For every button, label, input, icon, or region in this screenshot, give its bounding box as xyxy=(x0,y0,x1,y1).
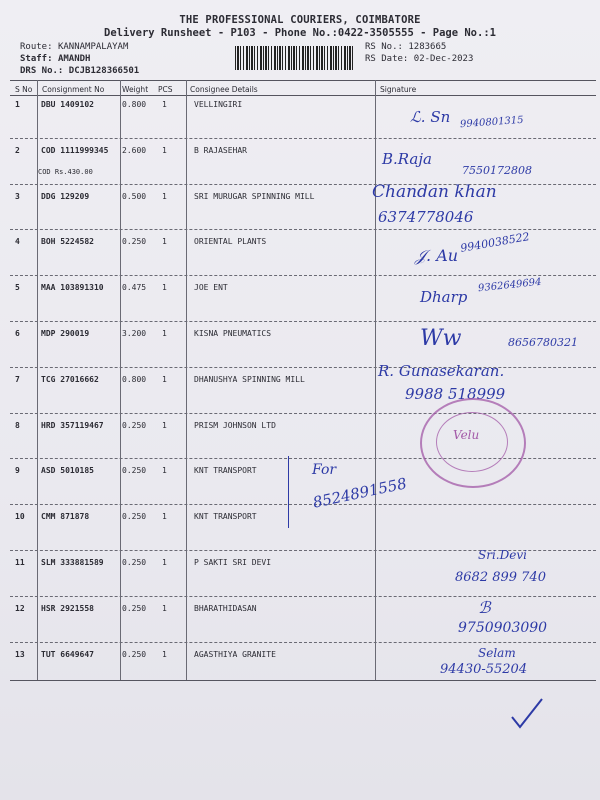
col-header-sno: S No xyxy=(15,85,33,94)
cell-pcs: 1 xyxy=(162,329,167,338)
col-header-consignment: Consignment No xyxy=(42,85,105,94)
cell-pcs: 1 xyxy=(162,145,167,155)
table-header-rule xyxy=(10,95,596,96)
cell-weight: 0.475 xyxy=(122,283,147,293)
row-divider xyxy=(10,138,596,139)
handwritten-phone: 9362649694 xyxy=(477,276,543,295)
cell-pcs: 1 xyxy=(162,283,167,293)
cell-pcs: 1 xyxy=(162,466,167,476)
cell-consignee: BHARATHIDASAN xyxy=(194,603,257,613)
cell-consignment: BOH 5224582 xyxy=(41,237,94,247)
cell-consignee: SRI MURUGAR SPINNING MILL xyxy=(194,191,315,201)
cell-weight: 2.600 xyxy=(122,145,147,155)
cell-weight: 0.500 xyxy=(122,191,147,201)
cell-pcs: 1 xyxy=(162,512,167,522)
handwritten-phone: 7550172808 xyxy=(462,164,532,177)
cell-weight: 3.200 xyxy=(122,329,147,338)
cell-consignment: CMM 871878 xyxy=(41,512,90,522)
col-header-signature: Signature xyxy=(380,85,417,94)
cell-sno: 8 xyxy=(15,420,20,430)
cell-consignment: DBU 1409102 xyxy=(41,100,94,109)
runsheet-subtitle: Delivery Runsheet - P103 - Phone No.:0422-3505555 - Page No.:1 xyxy=(104,27,496,39)
cell-consignment: MAA 103891310 xyxy=(41,283,104,293)
cell-sno: 11 xyxy=(15,558,25,567)
barcode-icon xyxy=(235,46,355,70)
cell-consignee: ORIENTAL PLANTS xyxy=(194,237,267,247)
staff-label: Staff: xyxy=(20,54,53,64)
check-mark-icon xyxy=(508,695,548,735)
cell-weight: 0.250 xyxy=(122,512,147,522)
signature-scribble-icon: Dharp xyxy=(420,288,468,306)
rs-date-line xyxy=(365,54,473,64)
cell-sno: 3 xyxy=(15,191,20,201)
cell-consignment: TUT 6649647 xyxy=(41,649,94,659)
row-divider xyxy=(10,504,596,505)
cell-consignee: JOE ENT xyxy=(194,283,228,293)
cell-consignee: P SAKTI SRI DEVI xyxy=(194,558,272,567)
rs-date-value: 02-Dec-2023 xyxy=(413,54,474,64)
cell-consignee: KNT TRANSPORT xyxy=(194,512,257,522)
company-title: THE PROFESSIONAL COURIERS, COIMBATORE xyxy=(179,14,421,26)
cell-sno: 10 xyxy=(15,512,25,522)
cell-consignee: B RAJASEHAR xyxy=(194,145,247,155)
cell-pcs: 1 xyxy=(162,237,167,247)
cod-amount-note: COD Rs.430.00 xyxy=(38,168,93,176)
row-divider xyxy=(10,642,596,643)
signature-scribble-icon: Velu xyxy=(453,428,480,442)
rs-no-line xyxy=(365,42,446,52)
row-divider xyxy=(10,184,596,185)
route-line xyxy=(20,42,128,52)
cell-consignee: DHANUSHYA SPINNING MILL xyxy=(194,374,305,384)
cell-weight: 0.250 xyxy=(122,603,147,613)
col-header-pcs: PCS xyxy=(158,85,173,94)
cell-weight: 0.250 xyxy=(122,237,147,247)
cell-consignment: MDP 290019 xyxy=(41,329,90,338)
handwritten-phone: 8656780321 xyxy=(508,336,578,349)
cell-sno: 6 xyxy=(15,329,20,338)
cell-consignment: DDG 129209 xyxy=(41,191,90,201)
table-row xyxy=(0,192,600,238)
signature-scribble-icon: ℬ xyxy=(478,598,491,617)
row-divider xyxy=(10,596,596,597)
handwritten-phone: 8682 899 740 xyxy=(455,570,546,585)
cell-pcs: 1 xyxy=(162,191,167,201)
handwritten-phone: 9940801315 xyxy=(459,114,524,131)
col-header-consignee: Consignee Details xyxy=(190,85,258,94)
cell-sno: 2 xyxy=(15,145,20,155)
handwritten-name: R. Gunasekaran. xyxy=(378,362,505,380)
cell-pcs: 1 xyxy=(162,649,167,659)
staff-value: AMANDH xyxy=(57,54,91,64)
cell-weight: 0.800 xyxy=(122,100,147,109)
handwritten-phone: 9750903090 xyxy=(458,620,548,636)
cell-pcs: 1 xyxy=(162,374,167,384)
signature-scribble-icon: Sri.Devi xyxy=(478,548,527,562)
col-header-weight: Weight xyxy=(122,85,149,94)
cell-consignee: KNT TRANSPORT xyxy=(194,466,257,476)
handwritten-phone: 6374778046 xyxy=(378,208,474,226)
cell-pcs: 1 xyxy=(162,603,167,613)
handwritten-name: Chandan khan xyxy=(372,182,497,202)
cell-consignee: PRISM JOHNSON LTD xyxy=(194,420,276,430)
cell-sno: 7 xyxy=(15,374,20,384)
cell-consignment: TCG 27016662 xyxy=(41,374,99,384)
signature-scribble-icon: Ww xyxy=(420,326,462,351)
cell-pcs: 1 xyxy=(162,420,167,430)
signature-scribble-icon: 𝒥. Au xyxy=(415,246,459,265)
route-label: Route: xyxy=(20,42,53,52)
cell-consignment: HSR 2921558 xyxy=(41,603,94,613)
table-top-rule xyxy=(10,80,596,81)
rs-no-value: 1283665 xyxy=(408,42,447,52)
cell-sno: 1 xyxy=(15,100,20,109)
row-divider xyxy=(10,367,596,368)
cell-pcs: 1 xyxy=(162,100,167,109)
cell-sno: 13 xyxy=(15,649,25,659)
drs-value: DCJB128366501 xyxy=(68,66,140,76)
signature-scribble-icon: B.Raja xyxy=(382,150,432,168)
row-divider xyxy=(10,275,596,276)
cell-weight: 0.250 xyxy=(122,649,147,659)
rs-date-label: RS Date: xyxy=(365,54,409,64)
cell-weight: 0.250 xyxy=(122,558,147,567)
cell-sno: 12 xyxy=(15,603,25,613)
rs-no-label: RS No.: xyxy=(365,42,403,52)
cell-consignee: AGASTHIYA GRANITE xyxy=(194,649,276,659)
row-divider xyxy=(10,321,596,322)
cell-sno: 4 xyxy=(15,237,20,247)
table-bottom-rule xyxy=(10,680,596,681)
cell-consignment: HRD 357119467 xyxy=(41,420,104,430)
cell-consignment: SLM 333881589 xyxy=(41,558,104,567)
cell-sno: 9 xyxy=(15,466,20,476)
cell-pcs: 1 xyxy=(162,558,167,567)
bracket-mark xyxy=(288,456,295,528)
drs-label: DRS No.: xyxy=(20,66,64,76)
handwritten-note: For xyxy=(312,462,337,478)
signature-scribble-icon: ℒ. Sn xyxy=(410,108,451,126)
handwritten-phone: 9988 518999 xyxy=(405,385,506,403)
cell-consignment: ASD 5010185 xyxy=(41,466,94,476)
cell-weight: 0.800 xyxy=(122,374,147,384)
handwritten-phone: 94430-55204 xyxy=(440,662,528,677)
handwritten-phone: 8524891558 xyxy=(311,474,409,512)
drs-line xyxy=(20,66,139,76)
cell-consignee: VELLINGIRI xyxy=(194,100,243,109)
signature-scribble-icon: Selam xyxy=(478,646,516,660)
company-seal-icon xyxy=(420,398,526,488)
staff-line xyxy=(20,54,90,64)
cell-weight: 0.250 xyxy=(122,420,147,430)
cell-sno: 5 xyxy=(15,283,20,293)
cell-consignee: KISNA PNEUMATICS xyxy=(194,329,272,338)
handwritten-phone: 9940038522 xyxy=(459,230,531,255)
row-divider xyxy=(10,229,596,230)
route-value: KANNAMPALAYAM xyxy=(57,42,129,52)
cell-consignment: COD 1111999345 xyxy=(41,145,109,155)
cell-weight: 0.250 xyxy=(122,466,147,476)
